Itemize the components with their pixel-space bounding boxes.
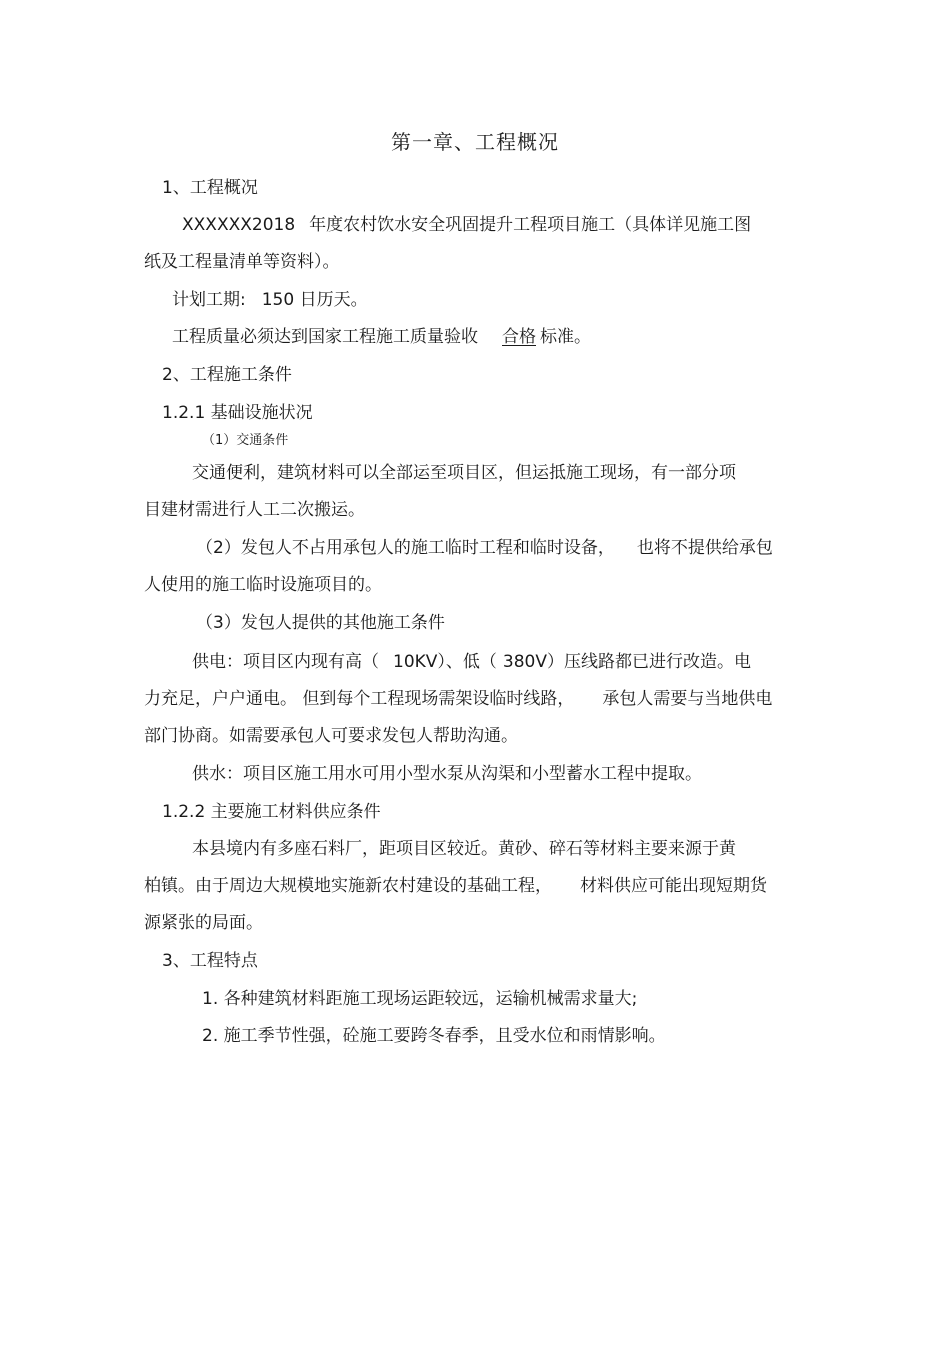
overview-paragraph-line-2: 纸及工程量清单等资料）。 [144, 252, 340, 272]
item-2-text-b: 也将不提供给承包 [636, 538, 773, 558]
planned-period [172, 289, 368, 311]
item-2-text-a: （2）发包人不占用承包人的施工临时工程和临时设备， [196, 538, 615, 558]
item-2-line-2: 人使用的施工临时设施项目的。 [144, 575, 382, 595]
materials-line-2 [144, 875, 767, 897]
planned-period-value: 150 日历天。 [261, 290, 368, 310]
quality-suffix: 标准。 [540, 327, 591, 347]
item-3-heading: （3）发包人提供的其他施工条件 [196, 613, 445, 633]
feature-item-1: 1. 各种建筑材料距施工现场运距较远，运输机械需求量大; [202, 989, 638, 1009]
section-1-heading: 1、工程概况 [162, 178, 258, 198]
power-line-3: 部门协商。如需要承包人可要求发包人帮助沟通。 [144, 726, 518, 746]
subsection-1-2-2-heading: 1.2.2 主要施工材料供应条件 [162, 802, 381, 822]
project-description: 年度农村饮水安全巩固提升工程项目施工（具体详见施工图 [309, 215, 752, 235]
quality-text: 工程质量必须达到国家工程施工质量验收 [172, 327, 478, 347]
chapter-title: 第一章、工程概况 [391, 130, 559, 154]
traffic-line-2: 目建材需进行人工二次搬运。 [144, 500, 365, 520]
overview-paragraph-line-1 [182, 214, 751, 236]
planned-period-label: 计划工期: [172, 290, 246, 310]
project-code: XXXXXX2018 [182, 215, 296, 235]
section-2-heading: 2、工程施工条件 [162, 365, 292, 385]
traffic-label: （1）交通条件 [202, 433, 289, 448]
section-3-heading: 3、工程特点 [162, 951, 258, 971]
quality-requirement [172, 326, 591, 348]
materials-text-b: 材料供应可能出现短期货 [580, 876, 767, 896]
power-text-d: 力充足，户户通电。 但到每个工程现场需架设临时线路， [144, 689, 575, 709]
power-text-e: 承包人需要与当地供电 [602, 689, 773, 709]
water-supply: 供水：项目区施工用水可用小型水泵从沟渠和小型蓄水工程中提取。 [192, 764, 702, 784]
power-line-2 [144, 688, 772, 710]
quality-grade: 合格 [502, 327, 536, 347]
item-2-line-1 [196, 537, 773, 559]
materials-line-1: 本县境内有多座石料厂，距项目区较近。黄砂、碎石等材料主要来源于黄 [192, 839, 736, 859]
power-text-b: 10KV）、低（ [393, 652, 497, 672]
power-line-1 [192, 651, 751, 673]
power-text-c: 380V）压线路都已进行改造。电 [502, 652, 751, 672]
feature-item-2: 2. 施工季节性强，砼施工要跨冬春季，且受水位和雨情影响。 [202, 1026, 666, 1046]
power-text-a: 供电：项目区内现有高（ [192, 652, 379, 672]
materials-line-3: 源紧张的局面。 [144, 913, 263, 933]
traffic-line-1: 交通便利，建筑材料可以全部运至项目区，但运抵施工现场，有一部分项 [192, 463, 736, 483]
subsection-1-2-1-heading: 1.2.1 基础设施状况 [162, 403, 313, 423]
materials-text-a: 柏镇。由于周边大规模地实施新农村建设的基础工程， [144, 876, 552, 896]
